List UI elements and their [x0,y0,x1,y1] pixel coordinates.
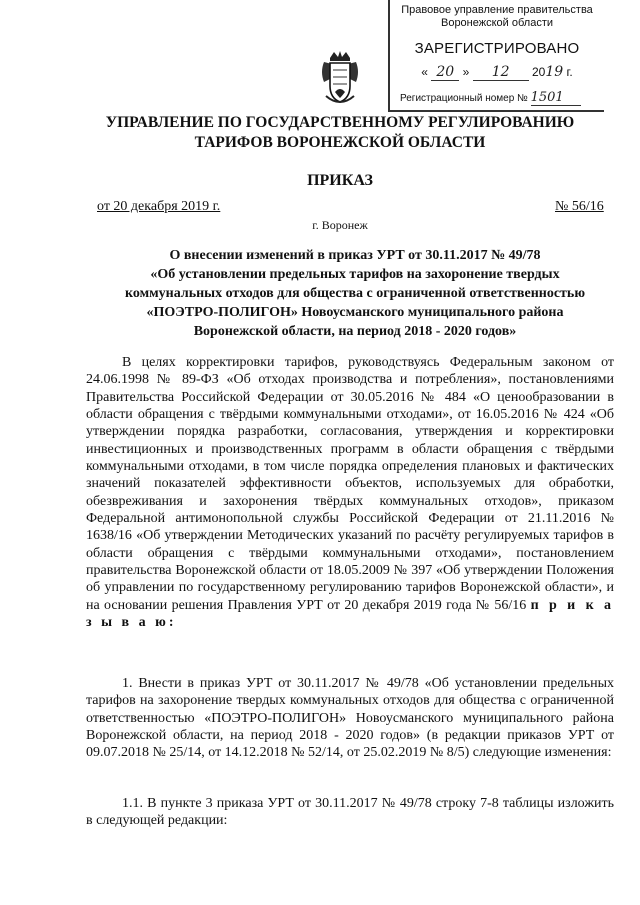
document-type: ПРИКАЗ [307,172,373,189]
stamp-authority-line2: Воронежской области [440,17,553,29]
preamble-paragraph: В целях корректировки тарифов, руководствуясь Федеральным законом от 24.06.1998 № 89-ФЗ «Об отходах производства и потребления», постановлениями Правительства Российской Федерации от 30.05.2016 № 484 «О ценообразовании в области обращения с твёрдыми коммунальными отходами», от 16.05.2016 № 424 «Об утверждении порядка разработки, согласования, утверждения и корректировки инвестиционных и производственных программ в области обращения с твёрдыми коммунальными отходами, в том числе порядка определения плановых и фактических значений показателей эффективности объектов, используемых для обработки, обезвреживания и захоронения твёрдых коммунальных отходов», приказом Федеральной антимонопольной службы Российской Федерации от 21.11.2016 № 1638/16 «Об утверждении Методических указаний по расчёту регулируемых тарифов в области обращения с твёрдыми коммунальными отходами», постановлением правительства Воронежской области от 18.05.2009 № 397 «Об утверждении Положения об управлении по государственному регулированию тарифов Воронежской области», и на основании решения Правления УРТ от 20 декабря 2019 года № 56/16 п р и к а з ы в а ю: [86,355,615,631]
stamp-reg-number-value: 1501 [531,90,581,106]
item-1-paragraph: 1. Внести в приказ УРТ от 30.11.2017 № 49/78 «Об установлении предельных тарифов на захоронение твердых коммунальных отходов для общества с ограниченной ответственностью «ПОЭТРО-ПОЛИГОН» Новоусманского муниципального района Воронежской области, на период 2018 - 2020 годов» (в редакции приказов УРТ от 09.07.2018 № 25/14, от 14.12.2018 № 52/14, от 25.02.2019 № 8/5) следующие изменения: [86,676,614,761]
stamp-date-month: 12 [473,64,529,81]
stamp-date: « 20 » 12 2019 г. [421,64,573,80]
organization-name: УПРАВЛЕНИЕ ПО ГОСУДАРСТВЕННОМУ РЕГУЛИРОВАНИЮ ТАРИФОВ ВОРОНЕЖСКОЙ ОБЛАСТИ [105,114,575,151]
document-city: г. Воронеж [312,218,368,232]
stamp-date-day: 20 [431,64,459,81]
document-number: № 56/16 [555,199,604,214]
registration-stamp [388,0,604,112]
stamp-reg-number: Регистрационный номер № 1501 [400,90,600,106]
stamp-date-year: 19 [545,64,564,80]
stamp-authority-line1: Правовое управление правительства [401,4,593,16]
stamp-registered-label: ЗАРЕГИСТРИРОВАНО [414,40,580,57]
coat-of-arms-icon [318,50,362,108]
orders-word: п р и к а з ы в а ю: [86,597,615,631]
document-date: от 20 декабря 2019 г. [97,199,221,214]
item-1-1-paragraph: 1.1. В пункте 3 приказа УРТ от 30.11.2017 № 49/78 строку 7-8 таблицы изложить в следующей редакции: [86,796,614,829]
document-title: О внесении изменений в приказ УРТ от 30.11.2017 № 49/78 «Об установлении предельных тарифов на захоронение твердых коммунальных отходов для общества с ограниченной ответственностью «ПОЭТРО-ПОЛИГОН» Новоусманского муниципального района Воронежской области, на период 2018 - 2020 годов» [124,248,586,339]
